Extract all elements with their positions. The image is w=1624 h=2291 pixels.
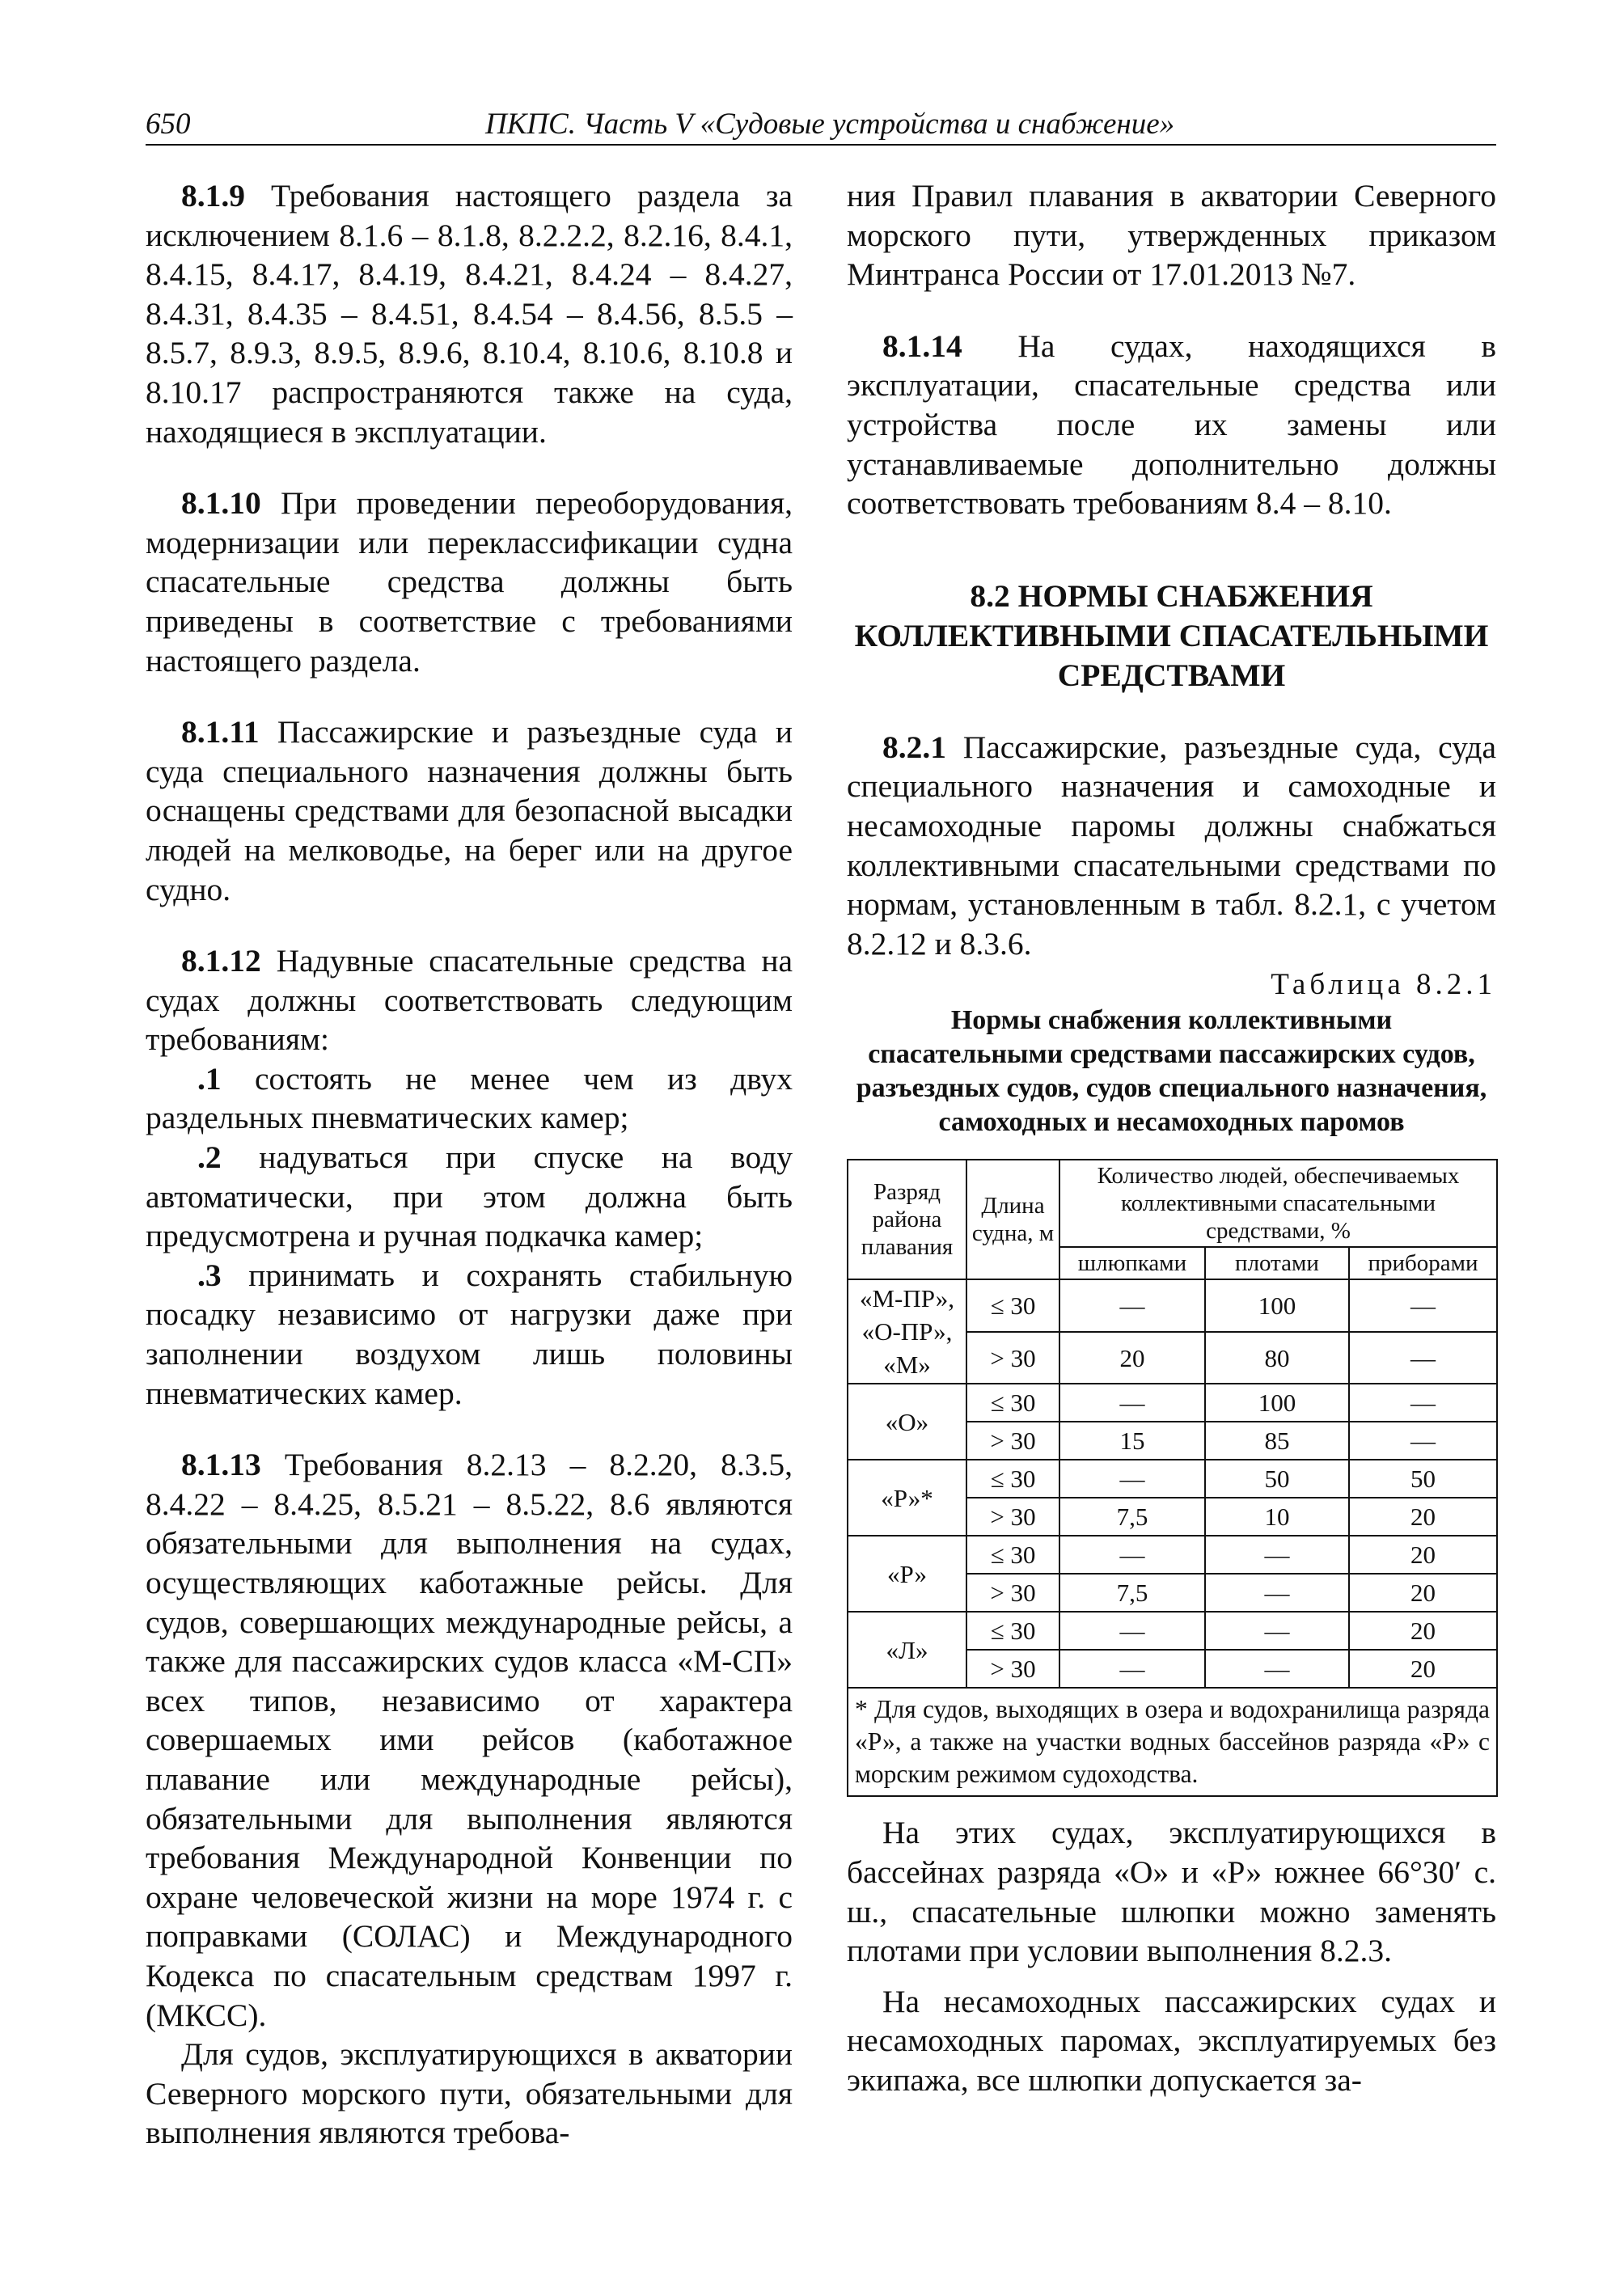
boats-cell: 7,5 (1059, 1498, 1205, 1536)
list-item (146, 1059, 793, 1138)
boats-cell: 7,5 (1059, 1574, 1205, 1612)
boats-cell: — (1059, 1460, 1205, 1498)
boats-cell: — (1059, 1536, 1205, 1574)
paragraph-8-1-9 (146, 176, 793, 451)
header-people: Количество людей, обеспечиваемых коллективными спасательными средствами, % (1059, 1160, 1497, 1247)
table-caption-line: разъездных судов, судов специального назначения, (856, 1073, 1487, 1104)
clause-number: 8.1.13 (181, 1447, 261, 1483)
length-cell: ≤ 30 (966, 1460, 1059, 1498)
rafts-cell: — (1205, 1536, 1349, 1574)
paragraph-text: Надувные спасательные средства на судах должны соответствовать следующим требованиям: (146, 943, 793, 1058)
table-caption (847, 1004, 1496, 1139)
header-devices: приборами (1349, 1247, 1497, 1279)
devices-cell: 20 (1349, 1536, 1497, 1574)
running-header (146, 107, 1496, 146)
paragraph-8-2-1 (847, 728, 1496, 964)
boats-cell: 20 (1059, 1332, 1205, 1384)
paragraph-text: Требования настоящего раздела за исключением 8.1.6 – 8.1.8, 8.2.2.2, 8.2.16, 8.4.1, 8.4.15, 8.4.17, 8.4.19, 8.4.21, 8.4.24 – 8.4.27, 8.4.31, 8.4.35 – 8.4.51, 8.4.54 – 8.4.56, 8.5.5 – 8.5.7, 8.9.3, 8.9.5, 8.9.6, 8.10.4, 8.10.6, 8.10.8 и 8.10.17 распространяются также на суда, находящиеся в эксплуатации. (146, 178, 793, 450)
devices-cell: 50 (1349, 1460, 1497, 1498)
length-cell: > 30 (966, 1422, 1059, 1460)
devices-cell: — (1349, 1422, 1497, 1460)
list-item (146, 1256, 793, 1413)
clause-number: 8.1.14 (882, 328, 962, 364)
clause-number: 8.1.12 (181, 943, 261, 979)
paragraph-text: Пассажирские, разъездные суда, суда специального назначения и самоходные и несамоходные паромы должны снабжаться коллективными спасательными средствами по нормам, установленным в табл. 8.2.1, с учетом 8.2.12 и 8.3.6. (847, 729, 1496, 962)
header-boats: шлюпками (1059, 1247, 1205, 1279)
rafts-cell: — (1205, 1574, 1349, 1612)
rafts-cell: 50 (1205, 1460, 1349, 1498)
item-text: надуваться при спуске на воду автоматически, при этом должна быть предусмотрена и ручная подкачка камер; (146, 1139, 793, 1254)
paragraph-8-1-10 (146, 484, 793, 680)
header-length: Длина судна, м (966, 1160, 1059, 1279)
table-caption-line: самоходных и несамоходных паромов (938, 1107, 1405, 1138)
paragraph-text: На судах, находящихся в эксплуатации, спасательные средства или устройства после их замены или устанавливаемые дополнительно должны соответствовать требованиям 8.4 – 8.10. (847, 328, 1496, 522)
devices-cell: 20 (1349, 1650, 1497, 1688)
devices-cell: — (1349, 1332, 1497, 1384)
table-footnote-row (848, 1688, 1497, 1796)
devices-cell: — (1349, 1384, 1497, 1422)
paragraph-arctic: Для судов, эксплуатирующихся в акватории Северного морского пути, обязательными для выполнения являются требова- (146, 2036, 793, 2151)
district-cell: «Р»* (848, 1460, 966, 1536)
length-cell: ≤ 30 (966, 1384, 1059, 1422)
boats-cell: — (1059, 1612, 1205, 1650)
district-cell: «М-ПР», «О-ПР», «М» (848, 1279, 966, 1384)
rafts-cell: 85 (1205, 1422, 1349, 1460)
item-text: принимать и сохранять стабильную посадку независимо от нагрузки даже при заполнении воздухом лишь половины пневматических камер. (146, 1257, 793, 1411)
length-cell: > 30 (966, 1574, 1059, 1612)
paragraph-text: Пассажирские и разъездные суда и суда специального назначения должны быть оснащены средствами для безопасной высадки людей на мелководье, на берег или на другое судно. (146, 714, 793, 907)
devices-cell: 20 (1349, 1498, 1497, 1536)
item-text: состоять не менее чем из двух раздельных пневматических камер; (146, 1060, 793, 1136)
right-column (847, 176, 1496, 2099)
paragraph-8-1-11 (146, 712, 793, 909)
left-column (146, 176, 793, 2153)
list-item (146, 1138, 793, 1256)
clause-number: 8.1.11 (181, 714, 260, 750)
paragraph-text: При проведении переоборудования, модернизации или переклассификации судна спасательные средства должны быть приведены в соответствие с требованиями настоящего раздела. (146, 485, 793, 678)
length-cell: > 30 (966, 1650, 1059, 1688)
boats-cell: 15 (1059, 1422, 1205, 1460)
table-label: Таблица 8.2.1 (1271, 968, 1496, 1002)
clause-number: 8.1.9 (181, 178, 245, 213)
section-heading-line: СРЕДСТВАМИ (1057, 657, 1286, 693)
table-footnote: * Для судов, выходящих в озера и водохранилища разряда «Р», а также на участки водных бассейнов разряда «Р» с морским режимом судоходства. (848, 1688, 1497, 1796)
norms-table (847, 1159, 1498, 1797)
rafts-cell: 100 (1205, 1384, 1349, 1422)
table-row (848, 1384, 1497, 1422)
table-caption-line: спасательными средствами пассажирских судов, (868, 1039, 1475, 1070)
boats-cell: — (1059, 1384, 1205, 1422)
paragraph-8-1-14 (847, 327, 1496, 523)
paragraph-southern-basins: На этих судах, эксплуатирующихся в бассейнах разряда «О» и «Р» южнее 66°30′ с. ш., спасательные шлюпки можно заменять плотами при условии выполнения 8.2.3. (847, 1815, 1496, 1969)
boats-cell: — (1059, 1650, 1205, 1688)
rafts-cell: 100 (1205, 1279, 1349, 1332)
rafts-cell: 80 (1205, 1332, 1349, 1384)
item-number: .2 (197, 1139, 222, 1176)
paragraph-unmanned-ferries: На несамоходных пассажирских судах и несамоходных паромах, эксплуатируемых без экипажа, все шлюпки допускается за- (847, 1983, 1496, 2098)
length-cell: ≤ 30 (966, 1279, 1059, 1332)
rafts-cell: — (1205, 1650, 1349, 1688)
table-header-row (848, 1160, 1497, 1247)
paragraph-text: Требования 8.2.13 – 8.2.20, 8.3.5, 8.4.22 – 8.4.25, 8.5.21 – 8.5.22, 8.6 являются обязательными для выполнения на судах, осуществляющих каботажные рейсы. Для судов, совершающих международные рейсы, а также для пассажирских судов класса «М-СП» всех типов, независимо от характера совершаемых ими рейсов (каботажное плавание или международные рейсы), обязательными для выполнения являются требования Международной Конвенции по охране человеческой жизни на море 1974 г. с поправками (СОЛАС) и Международного Кодекса по спасательным средствам 1997 г. (МКСС). (146, 1447, 793, 2033)
paragraph-8-1-13 (146, 1445, 793, 2035)
length-cell: > 30 (966, 1332, 1059, 1384)
table-row (848, 1536, 1497, 1574)
item-number: .3 (197, 1257, 222, 1293)
paragraph-continuation: ния Правил плавания в акватории Северного морского пути, утвержденных приказом Минтранса России от 17.01.2013 №7. (847, 178, 1496, 293)
rafts-cell: — (1205, 1612, 1349, 1650)
clause-number: 8.2.1 (882, 729, 946, 765)
district-cell: «Л» (848, 1612, 966, 1688)
section-heading (847, 577, 1496, 695)
district-cell: «Р» (848, 1536, 966, 1612)
header-district: Разряд района плавания (848, 1160, 966, 1279)
devices-cell: 20 (1349, 1612, 1497, 1650)
item-number: .1 (197, 1060, 222, 1097)
devices-cell: — (1349, 1279, 1497, 1332)
section-heading-line: КОЛЛЕКТИВНЫМИ СПАСАТЕЛЬНЫМИ (854, 617, 1489, 653)
length-cell: > 30 (966, 1498, 1059, 1536)
boats-cell: — (1059, 1279, 1205, 1332)
district-cell: «О» (848, 1384, 966, 1460)
table-caption-line: Нормы снабжения коллективными (950, 1005, 1393, 1036)
table-row (848, 1612, 1497, 1650)
header-rafts: плотами (1205, 1247, 1349, 1279)
rafts-cell: 10 (1205, 1498, 1349, 1536)
length-cell: ≤ 30 (966, 1536, 1059, 1574)
section-heading-line: 8.2 НОРМЫ СНАБЖЕНИЯ (970, 577, 1373, 614)
clause-number: 8.1.10 (181, 485, 261, 522)
running-title: ПКПС. Часть V «Судовые устройства и снабжение» (485, 108, 1175, 141)
paragraph-8-1-12 (146, 941, 793, 1059)
table-row (848, 1279, 1497, 1332)
page-number: 650 (146, 108, 191, 141)
devices-cell: 20 (1349, 1574, 1497, 1612)
length-cell: ≤ 30 (966, 1612, 1059, 1650)
table-row (848, 1460, 1497, 1498)
